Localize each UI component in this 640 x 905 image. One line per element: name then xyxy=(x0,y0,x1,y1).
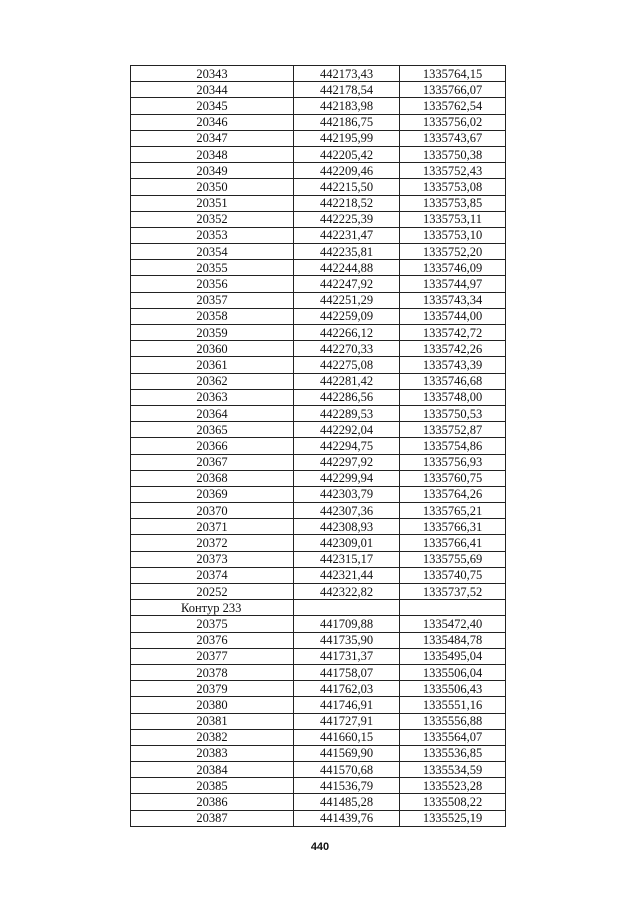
x-coordinate-cell: 441439,76 xyxy=(294,810,400,826)
point-number-cell: 20360 xyxy=(131,341,294,357)
table-row xyxy=(131,503,506,519)
table-row xyxy=(131,438,506,454)
table-row xyxy=(131,146,506,162)
table-row xyxy=(131,114,506,130)
x-coordinate-cell: 442322,82 xyxy=(294,584,400,600)
table-row xyxy=(131,762,506,778)
point-number-cell: 20347 xyxy=(131,130,294,146)
table-row xyxy=(131,745,506,761)
point-number-cell: 20380 xyxy=(131,697,294,713)
x-coordinate-cell: 442289,53 xyxy=(294,405,400,421)
table-row xyxy=(131,211,506,227)
table-row xyxy=(131,244,506,260)
point-number-cell: 20355 xyxy=(131,260,294,276)
point-number-cell: 20386 xyxy=(131,794,294,810)
table-row xyxy=(131,163,506,179)
y-coordinate-cell: 1335525,19 xyxy=(400,810,506,826)
table-row xyxy=(131,810,506,826)
y-coordinate-cell: 1335746,68 xyxy=(400,373,506,389)
table-row xyxy=(131,422,506,438)
point-number-cell: 20349 xyxy=(131,163,294,179)
x-coordinate-cell: 442218,52 xyxy=(294,195,400,211)
table-row xyxy=(131,778,506,794)
y-coordinate-cell: 1335743,67 xyxy=(400,130,506,146)
y-coordinate-cell: 1335756,02 xyxy=(400,114,506,130)
x-coordinate-cell: 442307,36 xyxy=(294,503,400,519)
y-coordinate-cell: 1335750,53 xyxy=(400,405,506,421)
table-row xyxy=(131,713,506,729)
x-coordinate-cell: 441758,07 xyxy=(294,664,400,680)
table-row xyxy=(131,325,506,341)
x-coordinate-cell: 442321,44 xyxy=(294,567,400,583)
point-number-cell: 20361 xyxy=(131,357,294,373)
point-number-cell: 20373 xyxy=(131,551,294,567)
y-coordinate-cell: 1335506,04 xyxy=(400,664,506,680)
x-coordinate-cell: 442195,99 xyxy=(294,130,400,146)
y-coordinate-cell: 1335744,00 xyxy=(400,308,506,324)
x-coordinate-cell: 442297,92 xyxy=(294,454,400,470)
point-number-cell: 20384 xyxy=(131,762,294,778)
y-coordinate-cell: 1335744,97 xyxy=(400,276,506,292)
section-header-row xyxy=(131,600,506,616)
y-coordinate-cell: 1335760,75 xyxy=(400,470,506,486)
point-number-cell: 20354 xyxy=(131,244,294,260)
x-coordinate-cell: 442294,75 xyxy=(294,438,400,454)
x-coordinate-cell: 442281,42 xyxy=(294,373,400,389)
y-coordinate-cell: 1335766,07 xyxy=(400,82,506,98)
y-coordinate-cell: 1335742,72 xyxy=(400,325,506,341)
point-number-cell: 20356 xyxy=(131,276,294,292)
x-coordinate-cell: 441709,88 xyxy=(294,616,400,632)
y-coordinate-cell: 1335753,85 xyxy=(400,195,506,211)
x-coordinate-cell: 442308,93 xyxy=(294,519,400,535)
y-coordinate-cell: 1335740,75 xyxy=(400,567,506,583)
table-row xyxy=(131,535,506,551)
point-number-cell: 20359 xyxy=(131,325,294,341)
y-coordinate-cell: 1335508,22 xyxy=(400,794,506,810)
y-coordinate-cell: 1335765,21 xyxy=(400,503,506,519)
y-coordinate-cell: 1335534,59 xyxy=(400,762,506,778)
x-coordinate-cell: 442247,92 xyxy=(294,276,400,292)
point-number-cell: 20374 xyxy=(131,567,294,583)
point-number-cell: 20346 xyxy=(131,114,294,130)
y-coordinate-cell: 1335746,09 xyxy=(400,260,506,276)
table-row xyxy=(131,470,506,486)
point-number-cell: 20369 xyxy=(131,486,294,502)
table-row xyxy=(131,648,506,664)
table-row xyxy=(131,130,506,146)
y-coordinate-cell: 1335752,20 xyxy=(400,244,506,260)
point-number-cell: 20357 xyxy=(131,292,294,308)
x-coordinate-cell: 442303,79 xyxy=(294,486,400,502)
point-number-cell: 20344 xyxy=(131,82,294,98)
x-coordinate-cell: 442275,08 xyxy=(294,357,400,373)
point-number-cell: 20375 xyxy=(131,616,294,632)
table-row xyxy=(131,357,506,373)
point-number-cell: 20365 xyxy=(131,422,294,438)
y-coordinate-cell: 1335748,00 xyxy=(400,389,506,405)
table-row xyxy=(131,405,506,421)
table-row xyxy=(131,681,506,697)
table-row xyxy=(131,195,506,211)
x-coordinate-cell: 441735,90 xyxy=(294,632,400,648)
y-coordinate-cell: 1335764,26 xyxy=(400,486,506,502)
x-coordinate-cell: 442299,94 xyxy=(294,470,400,486)
y-coordinate-cell: 1335737,52 xyxy=(400,584,506,600)
table-row xyxy=(131,66,506,82)
point-number-cell: 20367 xyxy=(131,454,294,470)
table-row xyxy=(131,794,506,810)
y-coordinate-cell: 1335495,04 xyxy=(400,648,506,664)
point-number-cell: 20350 xyxy=(131,179,294,195)
x-coordinate-cell: 442183,98 xyxy=(294,98,400,114)
y-coordinate-cell: 1335754,86 xyxy=(400,438,506,454)
table-row xyxy=(131,454,506,470)
table-row xyxy=(131,664,506,680)
x-coordinate-cell: 442251,29 xyxy=(294,292,400,308)
table-row xyxy=(131,389,506,405)
x-coordinate-cell: 442286,56 xyxy=(294,389,400,405)
x-coordinate-cell: 441569,90 xyxy=(294,745,400,761)
point-number-cell: 20381 xyxy=(131,713,294,729)
y-coordinate-cell: 1335753,11 xyxy=(400,211,506,227)
x-coordinate-cell: 442178,54 xyxy=(294,82,400,98)
y-coordinate-cell xyxy=(400,600,506,616)
x-coordinate-cell: 442209,46 xyxy=(294,163,400,179)
table-row xyxy=(131,486,506,502)
x-coordinate-cell: 442225,39 xyxy=(294,211,400,227)
table-row xyxy=(131,276,506,292)
y-coordinate-cell: 1335742,26 xyxy=(400,341,506,357)
table-row xyxy=(131,632,506,648)
x-coordinate-cell: 441536,79 xyxy=(294,778,400,794)
y-coordinate-cell: 1335556,88 xyxy=(400,713,506,729)
coordinates-table-body xyxy=(131,66,506,827)
point-number-cell: 20383 xyxy=(131,745,294,761)
table-row xyxy=(131,260,506,276)
x-coordinate-cell: 441727,91 xyxy=(294,713,400,729)
x-coordinate-cell: 441731,37 xyxy=(294,648,400,664)
point-number-cell: 20368 xyxy=(131,470,294,486)
table-row xyxy=(131,341,506,357)
point-number-cell: 20353 xyxy=(131,227,294,243)
y-coordinate-cell: 1335743,39 xyxy=(400,357,506,373)
x-coordinate-cell: 441570,68 xyxy=(294,762,400,778)
y-coordinate-cell: 1335536,85 xyxy=(400,745,506,761)
point-number-cell: 20385 xyxy=(131,778,294,794)
x-coordinate-cell: 441762,03 xyxy=(294,681,400,697)
point-number-cell: 20343 xyxy=(131,66,294,82)
y-coordinate-cell: 1335551,16 xyxy=(400,697,506,713)
x-coordinate-cell xyxy=(294,600,400,616)
section-label-cell: Контур 233 xyxy=(131,600,294,616)
table-row xyxy=(131,227,506,243)
table-row xyxy=(131,82,506,98)
table-row xyxy=(131,729,506,745)
y-coordinate-cell: 1335523,28 xyxy=(400,778,506,794)
y-coordinate-cell: 1335764,15 xyxy=(400,66,506,82)
y-coordinate-cell: 1335750,38 xyxy=(400,146,506,162)
point-number-cell: 20376 xyxy=(131,632,294,648)
x-coordinate-cell: 442309,01 xyxy=(294,535,400,551)
table-row xyxy=(131,292,506,308)
y-coordinate-cell: 1335766,41 xyxy=(400,535,506,551)
point-number-cell: 20377 xyxy=(131,648,294,664)
point-number-cell: 20382 xyxy=(131,729,294,745)
point-number-cell: 20352 xyxy=(131,211,294,227)
point-number-cell: 20370 xyxy=(131,503,294,519)
x-coordinate-cell: 442315,17 xyxy=(294,551,400,567)
point-number-cell: 20363 xyxy=(131,389,294,405)
point-number-cell: 20345 xyxy=(131,98,294,114)
point-number-cell: 20351 xyxy=(131,195,294,211)
y-coordinate-cell: 1335564,07 xyxy=(400,729,506,745)
point-number-cell: 20379 xyxy=(131,681,294,697)
point-number-cell: 20364 xyxy=(131,405,294,421)
table-row xyxy=(131,519,506,535)
point-number-cell: 20366 xyxy=(131,438,294,454)
x-coordinate-cell: 441660,15 xyxy=(294,729,400,745)
x-coordinate-cell: 442231,47 xyxy=(294,227,400,243)
x-coordinate-cell: 442215,50 xyxy=(294,179,400,195)
table-row xyxy=(131,179,506,195)
table-row xyxy=(131,616,506,632)
x-coordinate-cell: 441746,91 xyxy=(294,697,400,713)
y-coordinate-cell: 1335755,69 xyxy=(400,551,506,567)
point-number-cell: 20362 xyxy=(131,373,294,389)
table-row xyxy=(131,308,506,324)
y-coordinate-cell: 1335753,08 xyxy=(400,179,506,195)
point-number-cell: 20252 xyxy=(131,584,294,600)
x-coordinate-cell: 441485,28 xyxy=(294,794,400,810)
y-coordinate-cell: 1335472,40 xyxy=(400,616,506,632)
point-number-cell: 20348 xyxy=(131,146,294,162)
x-coordinate-cell: 442259,09 xyxy=(294,308,400,324)
table-row xyxy=(131,551,506,567)
y-coordinate-cell: 1335756,93 xyxy=(400,454,506,470)
x-coordinate-cell: 442173,43 xyxy=(294,66,400,82)
x-coordinate-cell: 442292,04 xyxy=(294,422,400,438)
table-row xyxy=(131,584,506,600)
x-coordinate-cell: 442205,42 xyxy=(294,146,400,162)
point-number-cell: 20372 xyxy=(131,535,294,551)
x-coordinate-cell: 442244,88 xyxy=(294,260,400,276)
y-coordinate-cell: 1335752,43 xyxy=(400,163,506,179)
y-coordinate-cell: 1335766,31 xyxy=(400,519,506,535)
table-row xyxy=(131,567,506,583)
y-coordinate-cell: 1335484,78 xyxy=(400,632,506,648)
x-coordinate-cell: 442186,75 xyxy=(294,114,400,130)
page-number: 440 xyxy=(310,841,330,853)
x-coordinate-cell: 442270,33 xyxy=(294,341,400,357)
table-row xyxy=(131,697,506,713)
y-coordinate-cell: 1335762,54 xyxy=(400,98,506,114)
point-number-cell: 20387 xyxy=(131,810,294,826)
x-coordinate-cell: 442235,81 xyxy=(294,244,400,260)
coordinates-table xyxy=(130,65,506,827)
table-row xyxy=(131,373,506,389)
x-coordinate-cell: 442266,12 xyxy=(294,325,400,341)
point-number-cell: 20358 xyxy=(131,308,294,324)
y-coordinate-cell: 1335752,87 xyxy=(400,422,506,438)
y-coordinate-cell: 1335753,10 xyxy=(400,227,506,243)
y-coordinate-cell: 1335743,34 xyxy=(400,292,506,308)
point-number-cell: 20378 xyxy=(131,664,294,680)
y-coordinate-cell: 1335506,43 xyxy=(400,681,506,697)
table-row xyxy=(131,98,506,114)
point-number-cell: 20371 xyxy=(131,519,294,535)
